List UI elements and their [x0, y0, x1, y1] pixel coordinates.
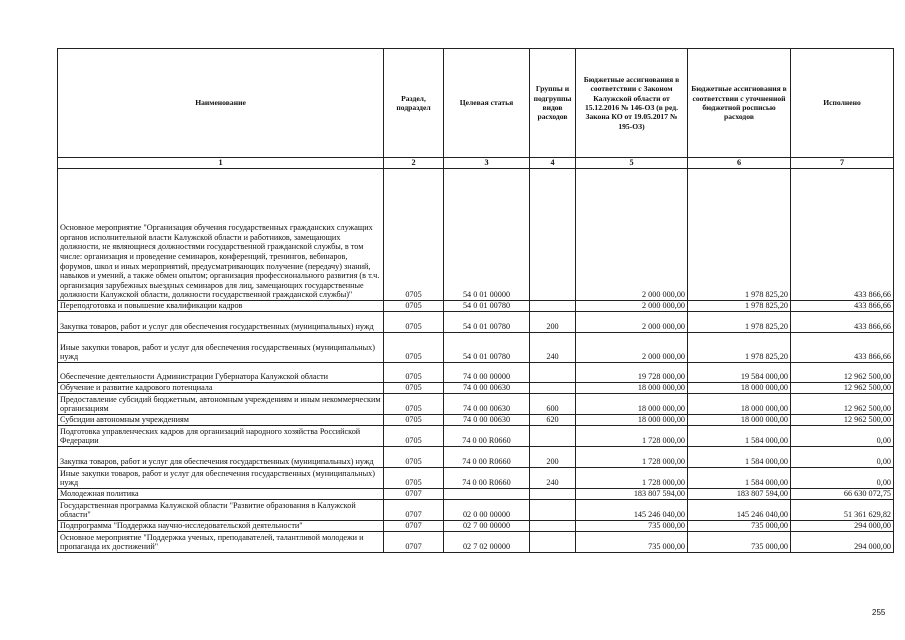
cell-section: 0705 — [384, 312, 444, 333]
cell-law: 18 000 000,00 — [576, 415, 688, 426]
cell-group — [530, 383, 576, 394]
cell-name: Переподготовка и повышение квалификации кадров — [58, 301, 384, 312]
header-name: Наименование — [58, 49, 384, 158]
cell-target: 54 0 01 00780 — [444, 301, 530, 312]
cell-law: 1 728 000,00 — [576, 447, 688, 468]
cell-refined: 1 978 825,20 — [688, 301, 791, 312]
cell-refined: 735 000,00 — [688, 521, 791, 532]
column-number: 2 — [384, 158, 444, 169]
cell-name: Подготовка управленческих кадров для организаций народного хозяйства Российской Федерации — [58, 426, 384, 447]
cell-section: 0705 — [384, 447, 444, 468]
table-body — [58, 169, 894, 553]
table-row — [58, 383, 894, 394]
cell-name: Предоставление субсидий бюджетным, автономным учреждениям и иным некоммерческим организациям — [58, 394, 384, 415]
cell-refined: 1 584 000,00 — [688, 426, 791, 447]
cell-target — [444, 489, 530, 500]
cell-target: 54 0 01 00000 — [444, 169, 530, 301]
cell-name: Закупка товаров, работ и услуг для обеспечения государственных (муниципальных) нужд — [58, 447, 384, 468]
header-target: Целевая статья — [444, 49, 530, 158]
cell-target: 74 0 00 00000 — [444, 363, 530, 383]
cell-section: 0707 — [384, 489, 444, 500]
cell-refined: 183 807 594,00 — [688, 489, 791, 500]
cell-group: 600 — [530, 394, 576, 415]
cell-section: 0705 — [384, 426, 444, 447]
cell-name: Иные закупки товаров, работ и услуг для обеспечения государственных (муниципальных) нужд — [58, 468, 384, 489]
cell-section: 0705 — [384, 415, 444, 426]
column-number: 7 — [791, 158, 894, 169]
cell-section: 0707 — [384, 521, 444, 532]
cell-done: 12 962 500,00 — [791, 415, 894, 426]
cell-law: 2 000 000,00 — [576, 301, 688, 312]
cell-section: 0705 — [384, 301, 444, 312]
table-header-row — [58, 49, 894, 158]
cell-group — [530, 301, 576, 312]
cell-refined: 1 978 825,20 — [688, 169, 791, 301]
cell-target: 74 0 00 00630 — [444, 415, 530, 426]
cell-section: 0707 — [384, 500, 444, 521]
cell-done: 433 866,66 — [791, 169, 894, 301]
cell-section: 0705 — [384, 333, 444, 363]
cell-done: 0,00 — [791, 447, 894, 468]
cell-law: 18 000 000,00 — [576, 383, 688, 394]
cell-target: 02 0 00 00000 — [444, 500, 530, 521]
cell-refined: 1 584 000,00 — [688, 468, 791, 489]
column-number: 4 — [530, 158, 576, 169]
cell-target: 74 0 00 00630 — [444, 394, 530, 415]
cell-refined: 18 000 000,00 — [688, 394, 791, 415]
cell-group: 200 — [530, 447, 576, 468]
cell-section: 0707 — [384, 532, 444, 553]
page-number: 255 — [872, 608, 886, 617]
cell-group: 620 — [530, 415, 576, 426]
cell-section: 0705 — [384, 169, 444, 301]
cell-group — [530, 426, 576, 447]
cell-target: 54 0 01 00780 — [444, 312, 530, 333]
cell-done: 0,00 — [791, 468, 894, 489]
cell-target: 74 0 00 00630 — [444, 383, 530, 394]
cell-refined: 18 000 000,00 — [688, 383, 791, 394]
cell-target: 02 7 00 00000 — [444, 521, 530, 532]
cell-group — [530, 489, 576, 500]
cell-target: 54 0 01 00780 — [444, 333, 530, 363]
table-row — [58, 426, 894, 447]
cell-done: 12 962 500,00 — [791, 363, 894, 383]
cell-done: 294 000,00 — [791, 532, 894, 553]
cell-name: Основное мероприятие "Организация обучения государственных гражданских служащих органов исполнительной власти Калужской области и работников, замещающих должности, не являющиеся должностями государственной гражданской службы, в том числе: организация и проведение семинаров, конференций, тренингов, вебинаров, форумов, школ и иных мероприятий, предусматривающих получение (передачу) знаний, навыков и умений, а также обмен опытом; организация профессионального развития (в т.ч. организация зарубежных выездных семинаров для лиц, замещающих государственные должности Калужской области, должности государственной гражданской службы)" — [58, 169, 384, 301]
cell-section: 0705 — [384, 383, 444, 394]
header-done: Исполнено — [791, 49, 894, 158]
column-number: 5 — [576, 158, 688, 169]
table-row — [58, 394, 894, 415]
cell-target: 74 0 00 R0660 — [444, 447, 530, 468]
table-row — [58, 312, 894, 333]
cell-refined: 1 584 000,00 — [688, 447, 791, 468]
cell-name: Молодежная политика — [58, 489, 384, 500]
cell-group — [530, 169, 576, 301]
cell-done: 294 000,00 — [791, 521, 894, 532]
cell-law: 2 000 000,00 — [576, 333, 688, 363]
cell-target: 74 0 00 R0660 — [444, 426, 530, 447]
cell-law: 1 728 000,00 — [576, 468, 688, 489]
cell-done: 12 962 500,00 — [791, 383, 894, 394]
cell-section: 0705 — [384, 394, 444, 415]
table-row — [58, 521, 894, 532]
cell-law: 19 728 000,00 — [576, 363, 688, 383]
cell-law: 2 000 000,00 — [576, 312, 688, 333]
table-row — [58, 301, 894, 312]
cell-done: 0,00 — [791, 426, 894, 447]
cell-name: Основное мероприятие "Поддержка ученых, преподавателей, талантливой молодежи и пропаганда их достижений" — [58, 532, 384, 553]
table-row — [58, 169, 894, 301]
cell-group — [530, 500, 576, 521]
cell-target: 02 7 02 00000 — [444, 532, 530, 553]
cell-law: 145 246 040,00 — [576, 500, 688, 521]
cell-done: 51 361 629,82 — [791, 500, 894, 521]
cell-name: Иные закупки товаров, работ и услуг для обеспечения государственных (муниципальных) нужд — [58, 333, 384, 363]
cell-done: 12 962 500,00 — [791, 394, 894, 415]
header-group: Группы и подгруппы видов расходов — [530, 49, 576, 158]
cell-refined: 145 246 040,00 — [688, 500, 791, 521]
cell-target: 74 0 00 R0660 — [444, 468, 530, 489]
table-row — [58, 363, 894, 383]
cell-name: Обеспечение деятельности Администрации Губернатора Калужской области — [58, 363, 384, 383]
table-row — [58, 447, 894, 468]
table-row — [58, 532, 894, 553]
header-section: Раздел, подраздел — [384, 49, 444, 158]
header-law: Бюджетные ассигнования в соответствии с Законом Калужской области от 15.12.2016 № 146-ОЗ (в ред. Закона КО от 19.05.2017 № 195-ОЗ) — [576, 49, 688, 158]
cell-refined: 1 978 825,20 — [688, 333, 791, 363]
cell-name: Закупка товаров, работ и услуг для обеспечения государственных (муниципальных) нужд — [58, 312, 384, 333]
cell-law: 735 000,00 — [576, 532, 688, 553]
cell-law: 18 000 000,00 — [576, 394, 688, 415]
cell-name: Субсидии автономным учреждениям — [58, 415, 384, 426]
cell-refined: 18 000 000,00 — [688, 415, 791, 426]
cell-group: 240 — [530, 333, 576, 363]
cell-section: 0705 — [384, 468, 444, 489]
cell-group — [530, 532, 576, 553]
header-refined: Бюджетные ассигнования в соответствии с уточненной бюджетной росписью расходов — [688, 49, 791, 158]
table-row — [58, 415, 894, 426]
cell-group — [530, 521, 576, 532]
cell-law: 1 728 000,00 — [576, 426, 688, 447]
cell-refined: 735 000,00 — [688, 532, 791, 553]
column-number: 6 — [688, 158, 791, 169]
cell-law: 183 807 594,00 — [576, 489, 688, 500]
column-number-row — [58, 158, 894, 169]
cell-name: Обучение и развитие кадрового потенциала — [58, 383, 384, 394]
column-number: 1 — [58, 158, 384, 169]
cell-group — [530, 363, 576, 383]
cell-done: 433 866,66 — [791, 312, 894, 333]
table-row — [58, 468, 894, 489]
cell-group: 200 — [530, 312, 576, 333]
budget-table — [57, 48, 894, 553]
cell-done: 433 866,66 — [791, 333, 894, 363]
cell-group: 240 — [530, 468, 576, 489]
cell-done: 66 630 072,75 — [791, 489, 894, 500]
cell-refined: 1 978 825,20 — [688, 312, 791, 333]
cell-refined: 19 584 000,00 — [688, 363, 791, 383]
cell-name: Государственная программа Калужской области "Развитие образования в Калужской области" — [58, 500, 384, 521]
cell-done: 433 866,66 — [791, 301, 894, 312]
cell-name: Подпрограмма "Поддержка научно-исследовательской деятельности" — [58, 521, 384, 532]
table-row — [58, 500, 894, 521]
column-number: 3 — [444, 158, 530, 169]
table-row — [58, 489, 894, 500]
cell-section: 0705 — [384, 363, 444, 383]
cell-law: 735 000,00 — [576, 521, 688, 532]
cell-law: 2 000 000,00 — [576, 169, 688, 301]
table-row — [58, 333, 894, 363]
